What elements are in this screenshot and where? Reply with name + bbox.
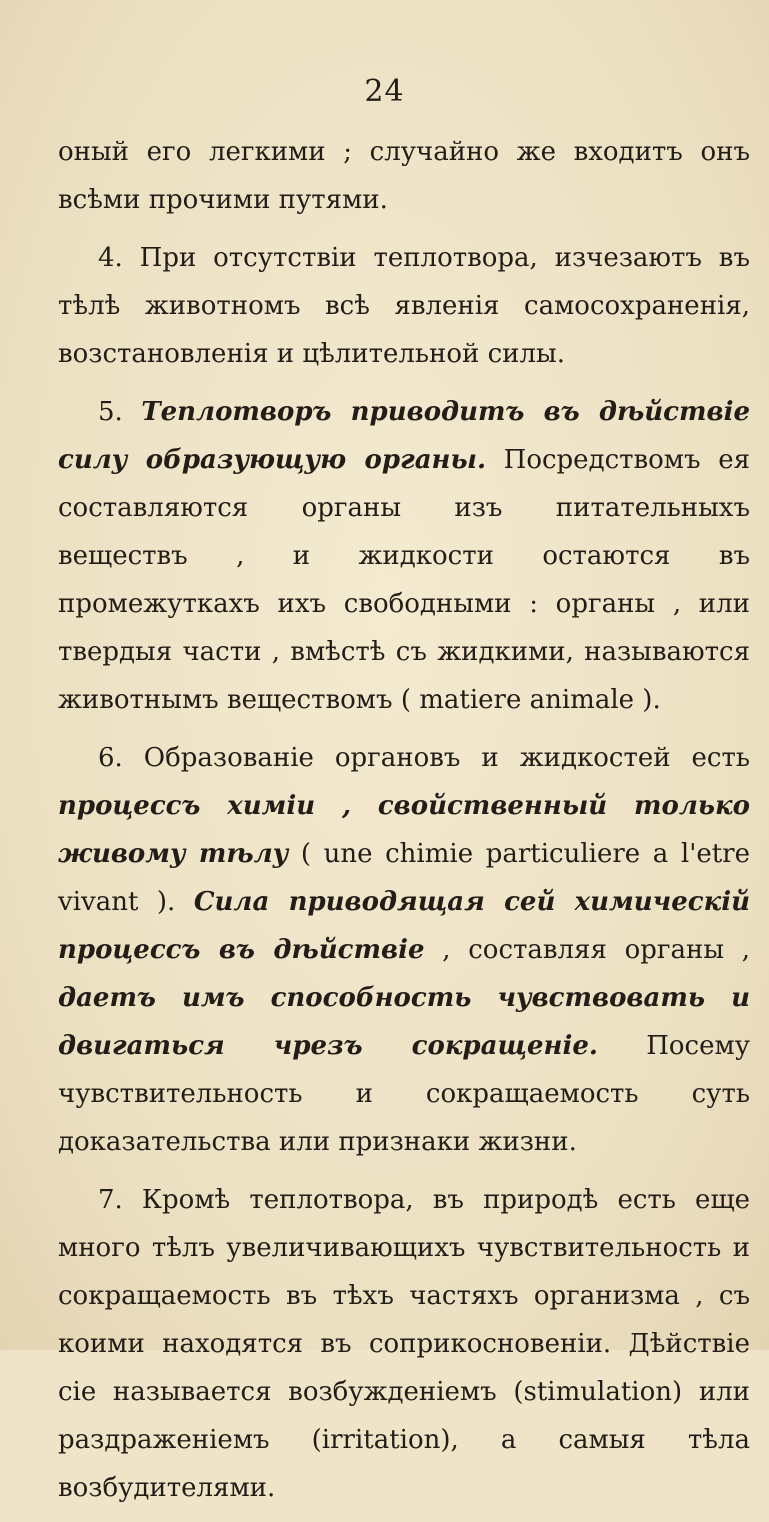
text-segment: , составляя органы , (424, 935, 750, 965)
paragraph-continuation (58, 128, 750, 224)
italic-emphasis: даетъ имъ способность чувствовать и двигаться чрезъ сокращеніе. (58, 983, 750, 1061)
paragraph-7 (58, 1176, 750, 1512)
text-segment: оный его легкими ; случайно же входитъ онъ всѣми прочими путями. (58, 137, 750, 215)
paragraph-6 (58, 734, 750, 1166)
text-segment: 6. Образованіе органовъ и жидкостей есть (98, 743, 750, 773)
italic-emphasis: Сила приводящая сей химическій процессъ въ дѣйствіе (58, 887, 750, 965)
italic-emphasis: Теплотворъ приводитъ въ дѣйствіе силу образующую органы. (58, 397, 750, 475)
text-segment: ( une chimie particuliere a l'etre vivant ). (58, 839, 750, 917)
page-number: 24 (364, 74, 405, 109)
page-body-text (58, 128, 750, 1522)
text-segment: 5. (98, 397, 142, 427)
text-segment: 4. При отсутствіи теплотвора, изчезаютъ въ тѣлѣ животномъ всѣ явленія самосохраненія, возстановленія и цѣлительной силы. (58, 243, 750, 369)
text-segment: Посредствомъ ея составляются органы изъ питательныхъ веществъ , и жидкости остаются въ промежуткахъ ихъ свободными : органы , или твердыя части , вмѣстѣ съ жидкими, называются животнымъ веществомъ ( matiere animale ). (58, 445, 750, 715)
paragraph-4 (58, 234, 750, 378)
text-segment: Посему чувствительность и сокращаемость суть доказательства или признаки жизни. (58, 1031, 751, 1157)
italic-emphasis: процессъ химіи , свойственный только живому тѣлу (58, 791, 750, 869)
paragraph-5 (58, 388, 750, 724)
text-segment: 7. Кромѣ теплотвора, въ природѣ есть еще много тѣлъ увеличивающихъ чувствительность и сокращаемость въ тѣхъ частяхъ организма , съ коими находятся въ соприкосновеніи. Дѣйствіе сіе называется возбужденіемъ (stimulation) или раздраженіемъ (irritation), а самыя тѣла возбудителями. (58, 1185, 750, 1503)
